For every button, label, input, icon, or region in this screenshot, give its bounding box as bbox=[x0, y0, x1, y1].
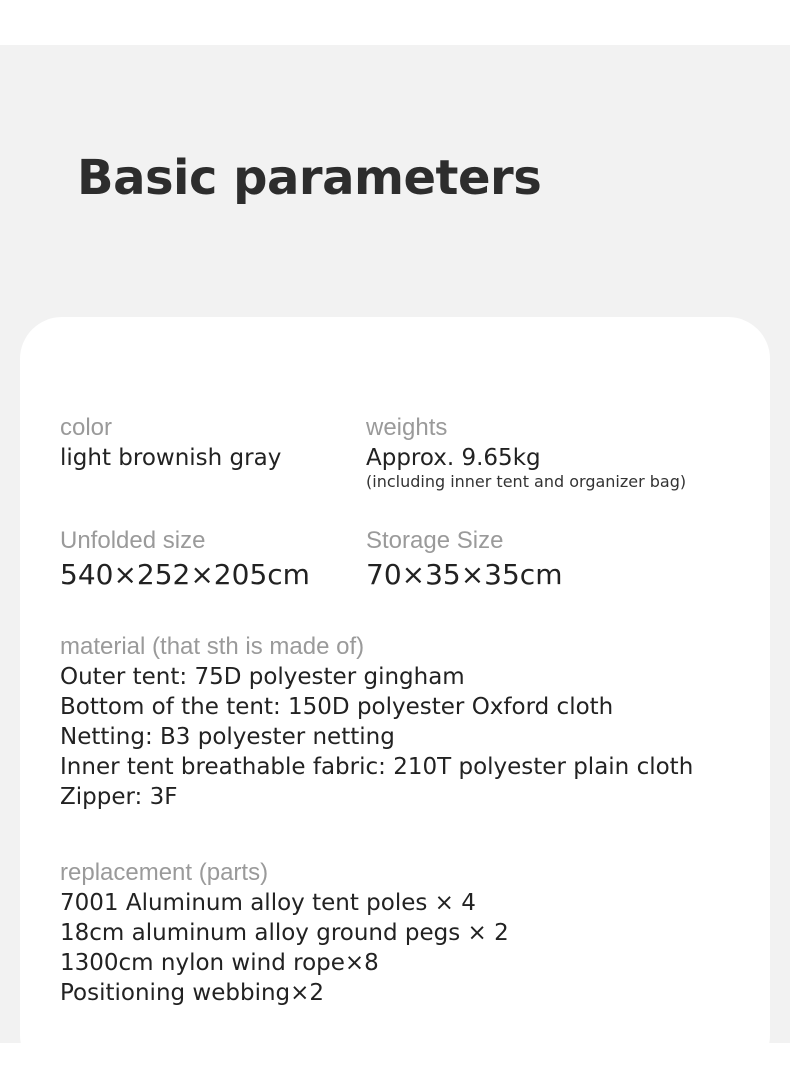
color-value: light brownish gray bbox=[60, 445, 282, 471]
color-label: color bbox=[60, 414, 113, 441]
material-item: Inner tent breathable fabric: 210T polyester plain cloth bbox=[60, 754, 694, 780]
replacement-item: 18cm aluminum alloy ground pegs × 2 bbox=[60, 920, 509, 946]
replacement-item: 1300cm nylon wind rope×8 bbox=[60, 950, 379, 976]
weight-note: (including inner tent and organizer bag) bbox=[366, 472, 687, 491]
material-item: Outer tent: 75D polyester gingham bbox=[60, 664, 465, 690]
material-list bbox=[60, 662, 693, 812]
storage-size-value: 70×35×35cm bbox=[366, 558, 563, 591]
replacement-item: 7001 Aluminum alloy tent poles × 4 bbox=[60, 890, 476, 916]
material-item: Netting: B3 polyester netting bbox=[60, 724, 395, 750]
unfolded-size-label: Unfolded size bbox=[60, 527, 206, 554]
material-item: Bottom of the tent: 150D polyester Oxford cloth bbox=[60, 694, 614, 720]
replacement-item: Positioning webbing×2 bbox=[60, 980, 325, 1006]
replacement-list bbox=[60, 888, 509, 1008]
weight-label: weights bbox=[366, 414, 448, 441]
storage-size-label: Storage Size bbox=[366, 527, 504, 554]
material-item: Zipper: 3F bbox=[60, 784, 178, 810]
page-title: Basic parameters bbox=[77, 150, 542, 206]
replacement-label: replacement (parts) bbox=[60, 859, 269, 886]
weight-value: Approx. 9.65kg bbox=[366, 445, 541, 471]
unfolded-size-value: 540×252×205cm bbox=[60, 558, 310, 591]
material-label: material (that sth is made of) bbox=[60, 633, 365, 660]
